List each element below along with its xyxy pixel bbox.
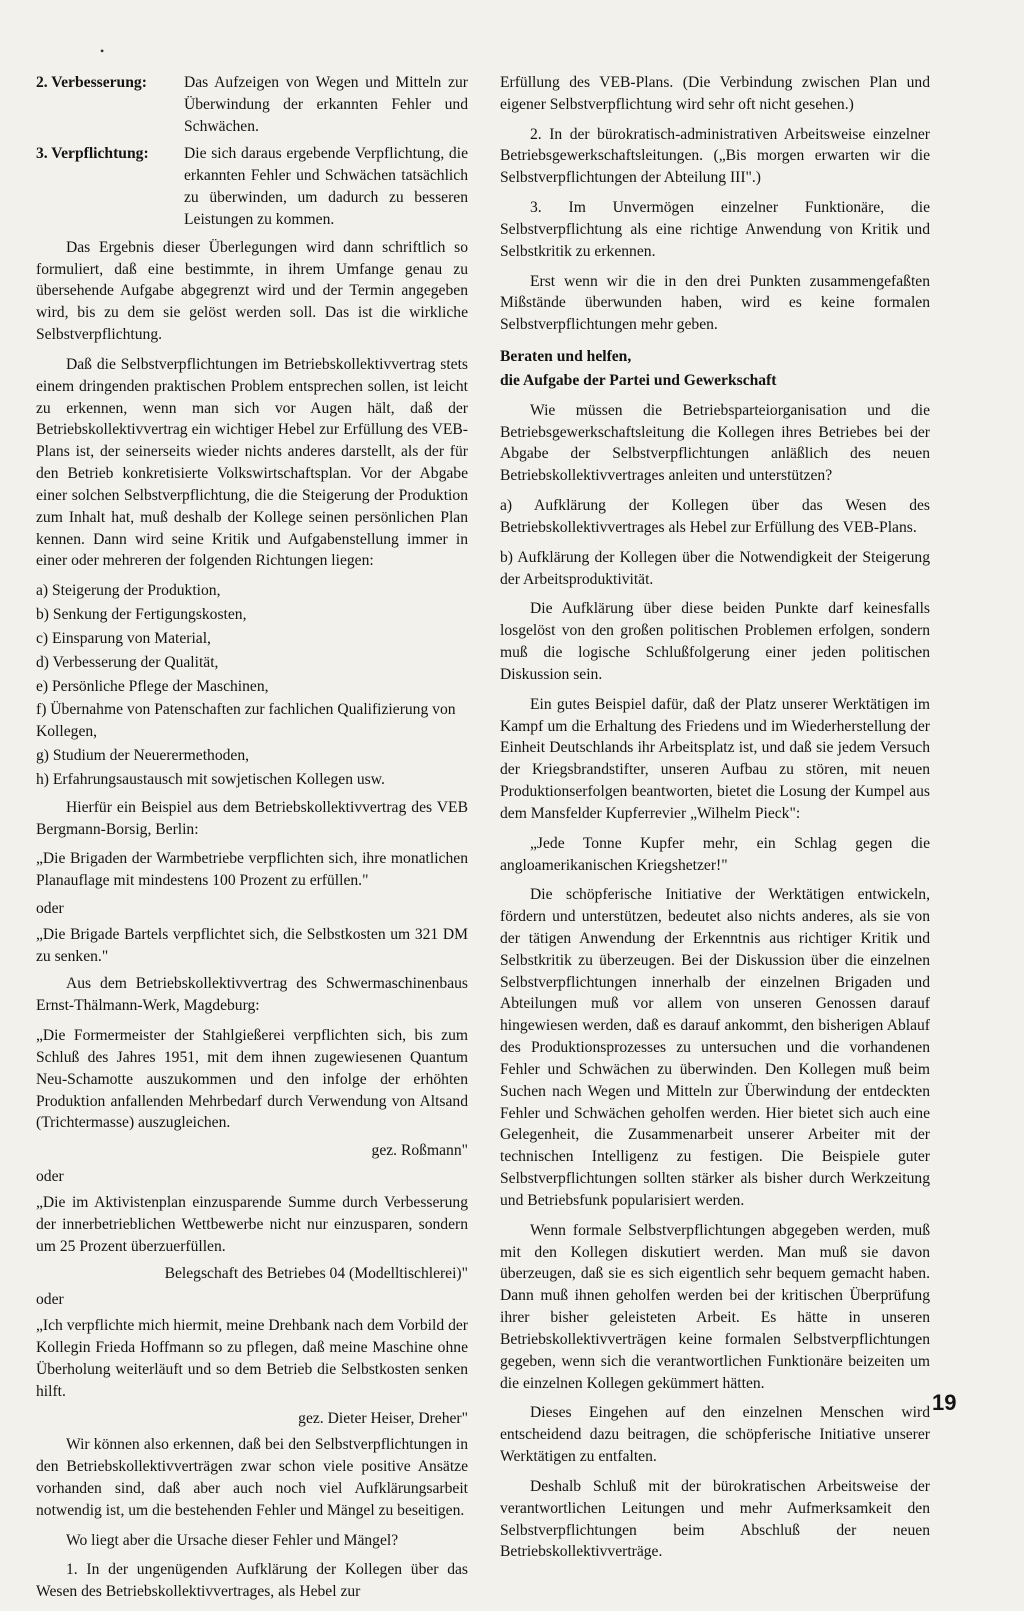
page-number: 19 xyxy=(932,1390,957,1415)
paragraph: Hierfür ein Beispiel aus dem Betriebskollektivvertrag des VEB Bergmann-Borsig, Berlin: xyxy=(36,798,468,838)
definition-term: 3. Verpflichtung: xyxy=(36,145,149,163)
definition-item xyxy=(36,72,468,137)
paragraph: Wenn formale Selbstverpflichtungen abgegeben werden, muß mit den Kollegen diskutiert werden. Man muß sie davon überzeugen, daß sie es sich eigentlich sehr bequem gemacht haben. Dann muß ihnen geholfen werden bei der kritischen Überprüfung ihrer bisher geleisteten Arbeit. Es hätte in unseren Betriebskollektivverträgen keine formalen Selbstverpflichtungen gegeben, wenn sich die verantwortlichen Funktionäre beizeiten um die einzelnen Kollegen gekümmert hätten. xyxy=(500,1221,930,1392)
list-item: a) Aufklärung der Kollegen über das Wesen des Betriebskollektivvertrages als Hebel zur Erfüllung des VEB-Plans. xyxy=(500,497,930,536)
or-label: oder xyxy=(36,899,64,917)
list-item: c) Einsparung von Material, xyxy=(36,629,211,647)
quote: „Ich verpflichte mich hiermit, meine Drehbank nach dem Vorbild der Kollegin Frieda Hoffmann so zu pflegen, daß meine Maschine ohne Überholung weiterläuft und so dem Betrieb die Selbstkosten senken hilft. xyxy=(36,1317,468,1400)
paragraph: Erst wenn wir die in den drei Punkten zusammengefaßten Mißstände überwunden haben, wird es keine formalen Selbstverpflichtungen mehr geben. xyxy=(500,272,930,334)
list-item: g) Studium der Neuerermethoden, xyxy=(36,747,250,765)
paragraph: Erfüllung des VEB-Plans. (Die Verbindung zwischen Plan und eigener Selbstverpflichtung wird sehr oft nicht gesehen.) xyxy=(500,74,930,113)
list-item: b) Senkung der Fertigungskosten, xyxy=(36,606,247,624)
paragraph: Ein gutes Beispiel dafür, daß der Platz unserer Werktätigen im Kampf um die Erhaltung des Friedens und im Wiederherstellung der Einheit Deutschlands ihr Arbeitsplatz ist, und daß sie jedem Versuch der Kriegsbrandstifter, unseren Aufbau zu stören, mit neuen Produktionserfolgen beantworten, bietet die Losung der Kumpel aus dem Mansfelder Kupferrevier „Wilhelm Pieck": xyxy=(500,695,930,822)
or-label: oder xyxy=(36,1168,64,1186)
paragraph: 3. Im Unvermögen einzelner Funktionäre, die Selbstverpflichtung als eine richtige Anwendung von Kritik und Selbstkritik zu erkennen. xyxy=(500,199,930,260)
quote: „Die Brigade Bartels verpflichtet sich, die Selbstkosten um 321 DM zu senken." xyxy=(36,925,468,965)
paragraph: Die schöpferische Initiative der Werktätigen entwickeln, fördern und unterstützen, bedeutet also nichts anderes, als sie von der tätigen Anwendung der Erkenntnis aus richtiger Kritik und Selbstkritik zu überzeugen. Bei der Diskussion über die einzelnen Selbstverpflichtungen innerhalb der einzelnen Brigaden und Abteilungen muß vor allem von unseren Genossen darauf hingewiesen werden, daß es darauf ankommt, den bisherigen Ablauf des Produktionsprozesses zu untersuchen und die vorhandenen Fehler und Schwächen zu überwinden. Den Kollegen muß beim Suchen nach Wegen und Mitteln zur Überwindung der entdeckten Fehler und Schwächen geholfen werden. Hier bietet sich auch eine Gelegenheit, die Zusammenarbeit unserer Arbeiter mit der technischen Intelligenz zu festigen. Die Beispiele guter Selbstverpflichtungen sollten stärker als bisher durch Werkzeitung und Betriebsfunk popularisiert werden. xyxy=(500,886,930,1209)
paragraph: Wie müssen die Betriebsparteiorganisation und die Betriebsgewerkschaftsleitung die Kollegen ihres Betriebes bei der Abgabe der Selbstverpflichtungen anläßlich des neuen Betriebskollektivvertrages anleiten und unterstützen? xyxy=(500,401,930,485)
paragraph: Aus dem Betriebskollektivvertrag des Schwermaschinenbaus Ernst-Thälmann-Werk, Magdeburg: xyxy=(36,975,468,1015)
definition-text: Das Aufzeigen von Wegen und Mitteln zur Überwindung der erkannten Fehler und Schwächen. xyxy=(184,74,468,135)
paragraph: Dieses Eingehen auf den einzelnen Menschen wird entscheidend dazu beitragen, die schöpferische Initiative unserer Werktätigen zu entfalten. xyxy=(500,1404,930,1466)
paragraph: Wir können also erkennen, daß bei den Selbstverpflichtungen in den Betriebskollektivverträgen zwar schon viele positive Ansätze vorhanden sind, daß aber auch noch viel Aufklärungsarbeit notwendig ist, um die bestehenden Fehler und Mängel zu beseitigen. xyxy=(36,1436,468,1519)
paragraph: 1. In der ungenügenden Aufklärung der Kollegen über das Wesen des Betriebskollektivvertrages, als Hebel zur xyxy=(36,1561,468,1601)
list-item: a) Steigerung der Produktion, xyxy=(36,582,221,600)
section-heading: die Aufgabe der Partei und Gewerkschaft xyxy=(500,371,777,389)
signature: gez. Dieter Heiser, Dreher" xyxy=(298,1410,468,1428)
signature: gez. Roßmann" xyxy=(371,1142,468,1160)
paragraph: Daß die Selbstverpflichtungen im Betriebskollektivvertrag stets einem dringenden praktischen Problem entsprechen sollen, ist leicht zu erkennen, wenn man sich vor Augen hält, daß der Betriebskollektivvertrag ein wichtiger Hebel zur Erfüllung des VEB-Plans ist, der seinerseits wieder nichts anderes darstellt, als der für den Betrieb konkretisierte Volkswirtschaftsplan. Vor der Abgabe einer solchen Selbstverpflichtung, die die Steigerung der Produktion zum Inhalt hat, muß deshalb der Kollege seinen persönlichen Plan kennen. Dann wird seine Kritik und Aufgabenstellung immer in einer oder mehreren der folgenden Richtungen liegen: xyxy=(36,355,468,570)
list-item: h) Erfahrungsaustausch mit sowjetischen Kollegen usw. xyxy=(36,770,385,788)
definition-item xyxy=(36,143,468,230)
definition-term: 2. Verbesserung: xyxy=(36,74,147,91)
paragraph: Wo liegt aber die Ursache dieser Fehler und Mängel? xyxy=(66,1531,399,1549)
or-label: oder xyxy=(36,1291,64,1309)
list-item: e) Persönliche Pflege der Maschinen, xyxy=(36,677,269,695)
directions-list xyxy=(36,580,468,790)
paragraph: 2. In der bürokratisch-administrativen Arbeitsweise einzelner Betriebsgewerkschaftsleitungen. („Bis morgen erwarten wir die Selbstverpflichtungen der Abteilung III".) xyxy=(500,125,930,187)
paragraph: Das Ergebnis dieser Überlegungen wird dann schriftlich so formuliert, daß eine bestimmte, in ihrem Umfange genau zu übersehende Aufgabe abgegrenzt wird und der Termin angegeben wird, bis zu dem sie gelöst werden soll. Das ist die wirkliche Selbstverpflichtung. xyxy=(36,238,468,344)
signature: Belegschaft des Betriebes 04 (Modelltischlerei)" xyxy=(164,1265,468,1283)
paragraph: Die Aufklärung über diese beiden Punkte darf keinesfalls losgelöst von den großen politischen Problemen erfolgen, sondern muß die logische Schlußfolgerung einer jeden politischen Diskussion sein. xyxy=(500,600,930,683)
quote: „Jede Tonne Kupfer mehr, ein Schlag gegen die angloamerikanischen Kriegshetzer!" xyxy=(500,834,930,874)
right-column xyxy=(500,72,930,1571)
quote: „Die Brigaden der Warmbetriebe verpflichten sich, ihre monatlichen Planauflage mit mindestens 100 Prozent zu erfüllen." xyxy=(36,850,468,890)
quote: „Die Formermeister der Stahlgießerei verpflichten sich, bis zum Schluß des Jahres 1951, mit dem ihnen zugewiesenen Quantum Neu-Schamotte auszukommen und den infolge der erhöhten Produktion anfallenden Mehrbedarf durch Verwendung von Altsand (Trichtermasse) auszugleichen. xyxy=(36,1027,468,1132)
quote: „Die im Aktivistenplan einzusparende Summe durch Verbesserung der innerbetrieblichen Wettbewerbe nicht nur einzusparen, sondern um 25 Prozent überzuerfüllen. xyxy=(36,1193,468,1255)
list-item: d) Verbesserung der Qualität, xyxy=(36,653,219,671)
section-heading: Beraten und helfen, xyxy=(500,348,632,366)
paragraph: Deshalb Schluß mit der bürokratischen Arbeitsweise der verantwortlichen Leitungen und mehr Aufmerksamkeit den Selbstverpflichtungen beim Abschluß der neuen Betriebskollektivverträge. xyxy=(500,1477,930,1561)
list-item: f) Übernahme von Patenschaften zur fachlichen Qualifizierung von Kollegen, xyxy=(36,701,456,741)
list-item: b) Aufklärung der Kollegen über die Notwendigkeit der Steigerung der Arbeitsproduktivität. xyxy=(500,548,930,588)
definition-text: Die sich daraus ergebende Verpflichtung, die erkannten Fehler und Schwächen tatsächlich zu überwinden, um dadurch zu besseren Leistungen zu kommen. xyxy=(184,145,468,228)
left-column xyxy=(36,72,468,1611)
corner-mark: • xyxy=(100,44,105,58)
